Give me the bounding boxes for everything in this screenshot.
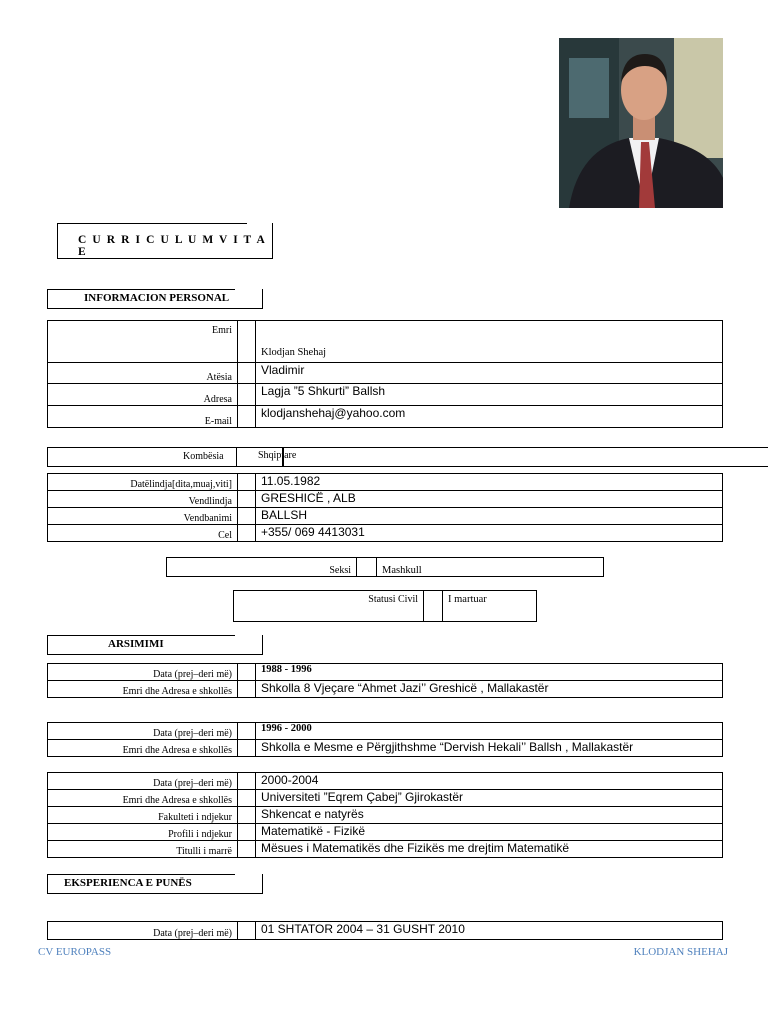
education-table-2: [47, 722, 723, 757]
edu2-date-label: Data (prej–deri më): [48, 723, 238, 740]
section-education-title: ARSIMIMI: [108, 638, 164, 650]
section-experience: [47, 874, 263, 894]
birthplace-label: Vendlindja: [48, 491, 238, 508]
edu3-profile: Matematikë - Fizikë: [256, 824, 723, 841]
section-education: [47, 635, 263, 655]
gender-value: Mashkull: [377, 558, 604, 577]
row-email: [48, 406, 723, 428]
edu1-school: Shkolla 8 Vjeçare “Ahmet Jazi’’ Greshicë , Mallakastër: [256, 681, 723, 698]
cv-title-box: [57, 223, 273, 259]
edu3-school-label: Emri dhe Adresa e shkollës: [48, 790, 238, 807]
residence-label: Vendbanimi: [48, 508, 238, 525]
civil-label: Statusi Civil: [234, 591, 424, 622]
edu3-profile-label: Profili i ndjekur: [48, 824, 238, 841]
edu3-school: Universiteti ”Eqrem Çabej” Gjirokastër: [256, 790, 723, 807]
edu3-faculty: Shkencat e natyrës: [256, 807, 723, 824]
phone-label: Cel: [48, 525, 238, 542]
profile-photo: [559, 38, 723, 208]
row-phone: [48, 525, 723, 542]
nationality-value: Shqiptare: [258, 450, 297, 461]
cv-title: C U R R I C U L U M V I T A E: [78, 234, 266, 258]
row-birthplace: [48, 491, 723, 508]
exp-date-label: Data (prej–deri më): [48, 922, 238, 940]
name-label: Emri: [48, 321, 238, 363]
email-label: E-mail: [48, 406, 238, 428]
email-value: klodjanshehaj@yahoo.com: [256, 406, 723, 428]
edu2-date: 1996 - 2000: [256, 723, 723, 740]
row-residence: [48, 508, 723, 525]
experience-table: [47, 921, 723, 940]
personal-info-table: [47, 320, 723, 428]
edu3-degree-label: Titulli i marrë: [48, 841, 238, 858]
birthplace-value: GRESHICË , ALB: [256, 491, 723, 508]
civil-value: I martuar: [443, 591, 537, 622]
gender-label: Seksi: [167, 558, 357, 577]
edu3-date: 2000-2004: [256, 773, 723, 790]
birthdate-label: Datëlindja[dita,muaj,viti]: [48, 474, 238, 491]
residence-value: BALLSH: [256, 508, 723, 525]
section-personal: [47, 289, 263, 309]
footer-right: KLODJAN SHEHAJ: [633, 946, 728, 958]
edu3-date-label: Data (prej–deri më): [48, 773, 238, 790]
footer-left: CV EUROPASS: [38, 946, 112, 958]
row-birthdate: [48, 474, 723, 491]
gender-table: [166, 557, 604, 577]
nationality-label: Kombësia: [183, 451, 224, 462]
edu2-school-label: Emri dhe Adresa e shkollës: [48, 740, 238, 757]
edu3-degree: Mësues i Matematikës dhe Fizikës me drejtim Matematikë: [256, 841, 723, 858]
section-experience-title: EKSPERIENCA E PUNËS: [64, 877, 192, 889]
birthdate-value: 11.05.1982: [256, 474, 723, 491]
nationality-value-box: [283, 447, 768, 467]
education-table-3: [47, 772, 723, 858]
father-label: Atësia: [48, 363, 238, 384]
edu2-school: Shkolla e Mesme e Përgjithshme “Dervish Hekali’’ Ballsh , Mallakastër: [256, 740, 723, 757]
section-personal-title: INFORMACION PERSONAL: [84, 292, 230, 304]
edu1-date-label: Data (prej–deri më): [48, 664, 238, 681]
edu1-date: 1988 - 1996: [256, 664, 723, 681]
father-value: Vladimir: [256, 363, 723, 384]
address-label: Adresa: [48, 384, 238, 406]
name-value: Klodjan Shehaj: [256, 321, 723, 363]
nationality-label-box: [47, 447, 237, 467]
row-name: [48, 321, 723, 363]
portrait-image: [559, 38, 723, 208]
exp-date: 01 SHTATOR 2004 – 31 GUSHT 2010: [256, 922, 723, 940]
row-address: [48, 384, 723, 406]
phone-value: +355/ 069 4413031: [256, 525, 723, 542]
edu1-school-label: Emri dhe Adresa e shkollës: [48, 681, 238, 698]
education-table-1: [47, 663, 723, 698]
row-father: [48, 363, 723, 384]
civil-status-table: [233, 590, 537, 622]
edu3-faculty-label: Fakulteti i ndjekur: [48, 807, 238, 824]
address-value: Lagja ”5 Shkurti” Ballsh: [256, 384, 723, 406]
birth-info-table: [47, 473, 723, 542]
